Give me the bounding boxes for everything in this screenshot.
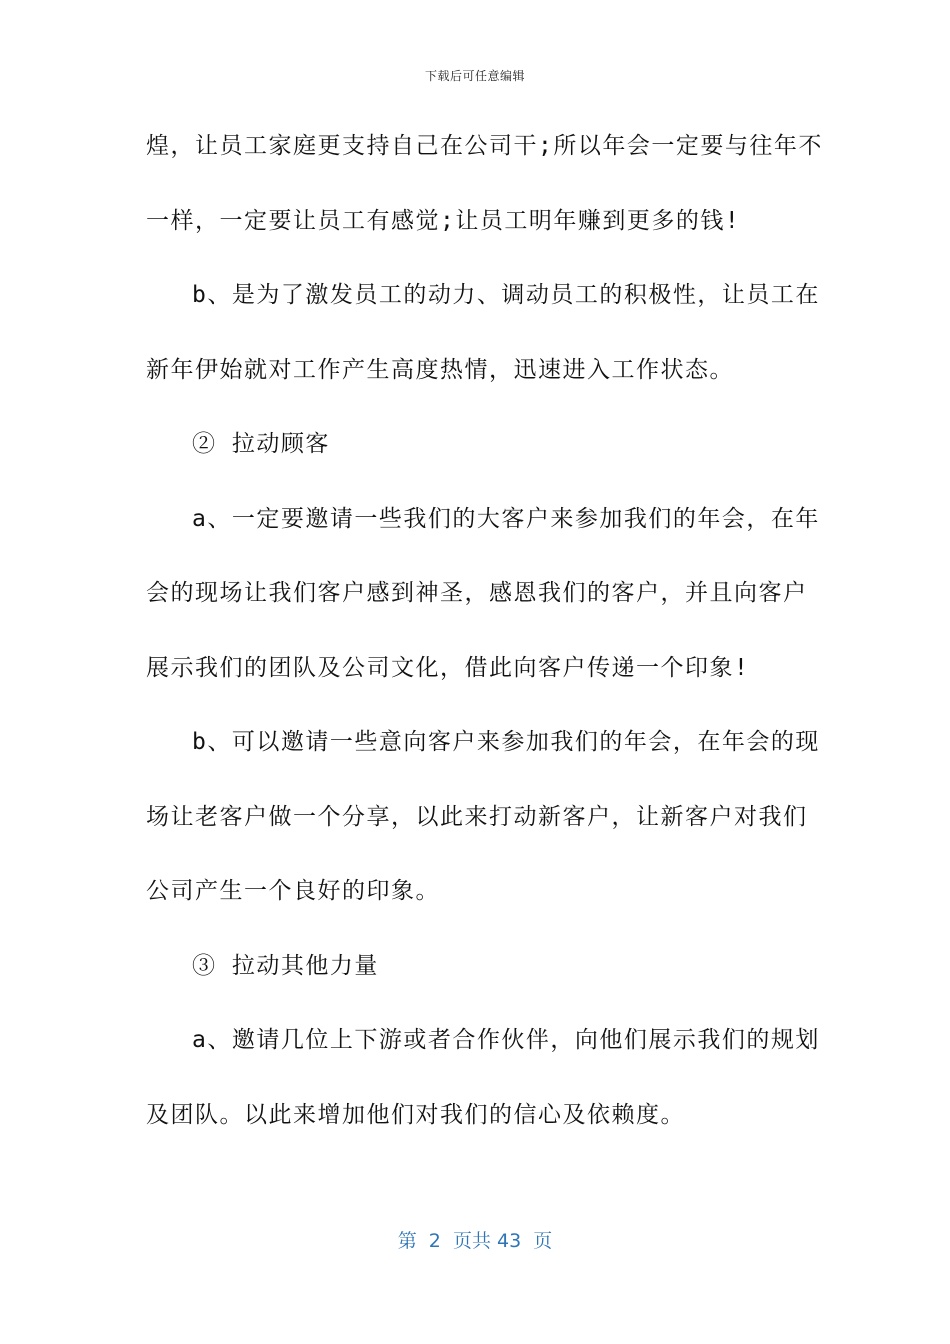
paragraph-line: 展示我们的团队及公司文化，借此向客户传递一个印象! — [146, 654, 750, 681]
paragraph-line: 会的现场让我们客户感到神圣，感恩我们的客户，并且向客户 — [146, 580, 808, 606]
paragraph-line: 煌，让员工家庭更支持自己在公司干;所以年会一定要与往年不 — [146, 133, 823, 159]
paragraph-line: 公司产生一个良好的印象。 — [146, 878, 440, 904]
paragraph-line: b、可以邀请一些意向客户来参加我们的年会，在年会的现 — [192, 729, 820, 755]
paragraph-line: 及团队。以此来增加他们对我们的信心及依赖度。 — [146, 1101, 685, 1128]
section-heading: ② 拉动顾客 — [192, 431, 330, 457]
paragraph-line: a、一定要邀请一些我们的大客户来参加我们的年会，在年 — [192, 505, 820, 532]
body-text — [146, 128, 823, 1171]
section-heading: ③ 拉动其他力量 — [192, 952, 379, 979]
paragraph-line: 一样，一定要让员工有感觉;让员工明年赚到更多的钱! — [146, 207, 741, 234]
paragraph-line: a、邀请几位上下游或者合作伙伴，向他们展示我们的规划 — [192, 1027, 820, 1053]
paragraph-line: 场让老客户做一个分享，以此来打动新客户，让新客户对我们 — [146, 803, 808, 830]
paragraph-line: b、是为了激发员工的动力、调动员工的积极性，让员工在 — [192, 282, 820, 308]
paragraph-line: 新年伊始就对工作产生高度热情，迅速进入工作状态。 — [146, 356, 734, 383]
page-number: 第 2 页共 43 页 — [397, 1230, 553, 1252]
header-note: 下载后可任意编辑 — [424, 69, 525, 83]
